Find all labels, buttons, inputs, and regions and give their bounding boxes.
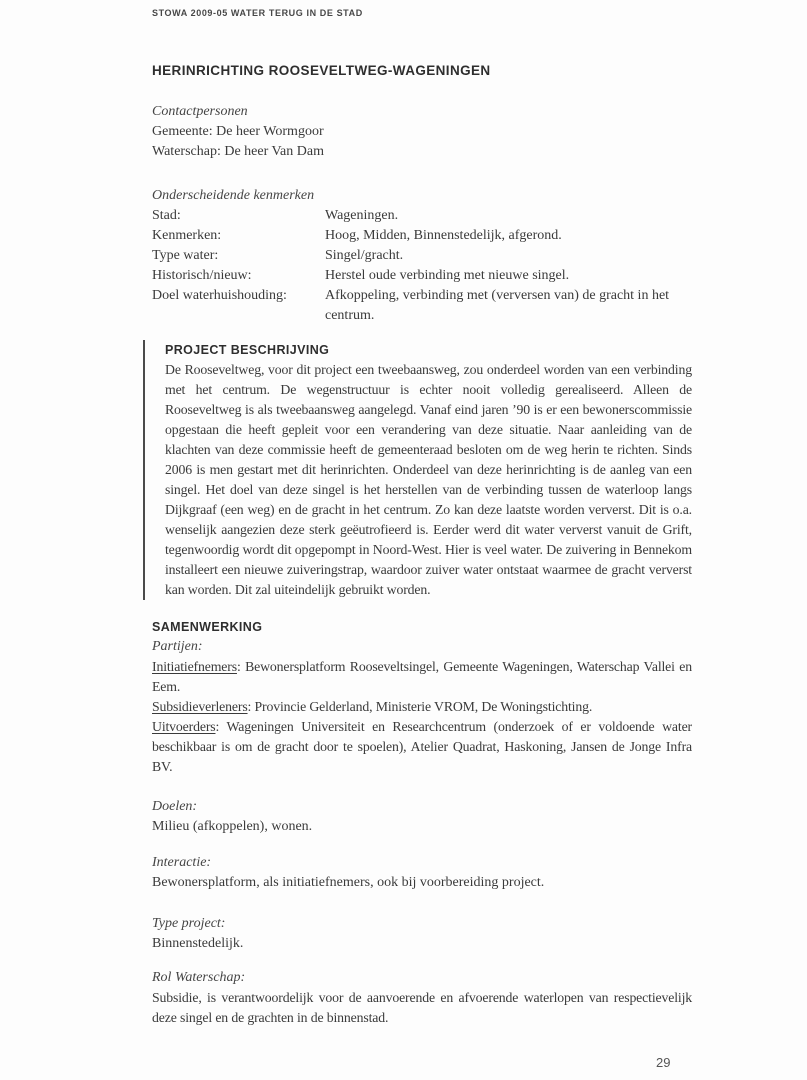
kenmerken-row [152, 286, 692, 326]
rol-waterschap-label: Rol Waterschap: [152, 970, 246, 985]
kenmerken-value: Wageningen. [325, 208, 399, 223]
kenmerken-key: Kenmerken: [152, 228, 222, 243]
party-role: Subsidieverleners [152, 699, 248, 714]
party-role: Initiatiefnemers [152, 659, 237, 674]
party-role: Uitvoerders [152, 719, 216, 734]
party-item-uitvoerders [152, 717, 692, 777]
kenmerken-row [152, 206, 692, 226]
contact-label: Contactpersonen [152, 104, 248, 119]
party-text: : Wageningen Universiteit en Researchcentrum (onderzoek of er voldoende water beschikbaar is om de gracht door te spoelen), Atelier Quadrat, Haskoning, Jansen de Jonge Infra BV. [152, 719, 692, 774]
interactie-text: Bewonersplatform, als initiatiefnemers, ook bij voorbereiding project. [152, 875, 545, 890]
doelen-label: Doelen: [152, 799, 198, 814]
contact-line-waterschap: Waterschap: De heer Van Dam [152, 144, 324, 159]
party-item-subsidieverleners [152, 697, 692, 717]
type-project-block [152, 914, 692, 954]
page-content [152, 62, 692, 1028]
kenmerken-key: Type water: [152, 248, 219, 263]
kenmerken-key: Doel waterhuishouding: [152, 288, 287, 303]
kenmerken-row [152, 266, 692, 286]
rol-waterschap-block [152, 968, 692, 1028]
samenwerking-heading: SAMENWERKING [152, 620, 263, 634]
interactie-block [152, 853, 692, 893]
kenmerken-row [152, 246, 692, 266]
rol-waterschap-text: Subsidie, is verantwoordelijk voor de aanvoerende en afvoerende waterlopen van respectievelijk deze singel en de grachten in de binnenstad. [152, 990, 692, 1025]
type-project-label: Type project: [152, 916, 226, 931]
project-heading: PROJECT BESCHRIJVING [165, 343, 330, 357]
page-title: HERINRICHTING ROOSEVELTWEG-WAGENINGEN [152, 63, 491, 78]
kenmerken-key: Stad: [152, 208, 181, 223]
party-text: : Provincie Gelderland, Ministerie VROM, De Woningstichting. [247, 699, 593, 714]
kenmerken-section [152, 186, 692, 326]
type-project-text: Binnenstedelijk. [152, 936, 244, 951]
kenmerken-label: Onderscheidende kenmerken [152, 188, 315, 203]
project-body: De Rooseveltweg, voor dit project een tweebaansweg, zou onderdeel worden van een verbinding met het centrum. De wegenstructuur is echter nooit volledig gerealiseerd. Alleen de Rooseveltweg is als tweebaansweg aangelegd. Vanaf eind jaren ’90 is er een bewonerscommissie opgestaan die heeft gepleit voor een verandering van deze situatie. Naar aanleiding van de klachten van deze commissie heeft de gemeenteraad besloten om de weg herin te richten. Sinds 2006 is men gestart met dit herinrichten. Onderdeel van deze herinrichting is de aanleg van een singel. Het doel van deze singel is het herstellen van de verbinding tussen de waterloop langs Dijkgraaf (een weg) en de gracht in het centrum. Zo kan deze laatste worden ververst. Dit is o.a. wenselijk aangezien deze sterk geëutrofieerd is. Eerder werd dit water ververst vanuit de Grift, tegenwoordig wordt dit opgepompt in Noord-West. Hier is veel water. De zuivering in Bennekom installeert een nieuwe zuiveringstrap, waardoor zuiver water ontstaat waarmee de gracht ververst kan worden. Dit zal uiteindelijk gebruikt worden. [165, 362, 692, 597]
kenmerken-key: Historisch/nieuw: [152, 268, 252, 283]
partijen-label: Partijen: [152, 639, 203, 654]
kenmerken-value: Herstel oude verbinding met nieuwe singel. [325, 268, 570, 283]
doelen-block [152, 797, 692, 837]
kenmerken-row [152, 226, 692, 246]
party-item-initiatiefnemers [152, 657, 692, 697]
page-number: 29 [656, 1055, 671, 1070]
kenmerken-value: Singel/gracht. [325, 248, 404, 263]
kenmerken-value: Afkoppeling, verbinding met (verversen van) de gracht in het centrum. [325, 288, 670, 323]
running-header: STOWA 2009-05 WATER TERUG IN DE STAD [152, 8, 363, 18]
project-description-section [143, 340, 692, 600]
contact-section [152, 102, 692, 162]
kenmerken-value: Hoog, Midden, Binnenstedelijk, afgerond. [325, 228, 562, 243]
party-text: : Bewonersplatform Rooseveltsingel, Gemeente Wageningen, Waterschap Vallei en Eem. [152, 659, 692, 694]
contact-line-gemeente: Gemeente: De heer Wormgoor [152, 124, 324, 139]
samenwerking-section [152, 617, 692, 1028]
doelen-text: Milieu (afkoppelen), wonen. [152, 819, 313, 834]
interactie-label: Interactie: [152, 855, 212, 870]
